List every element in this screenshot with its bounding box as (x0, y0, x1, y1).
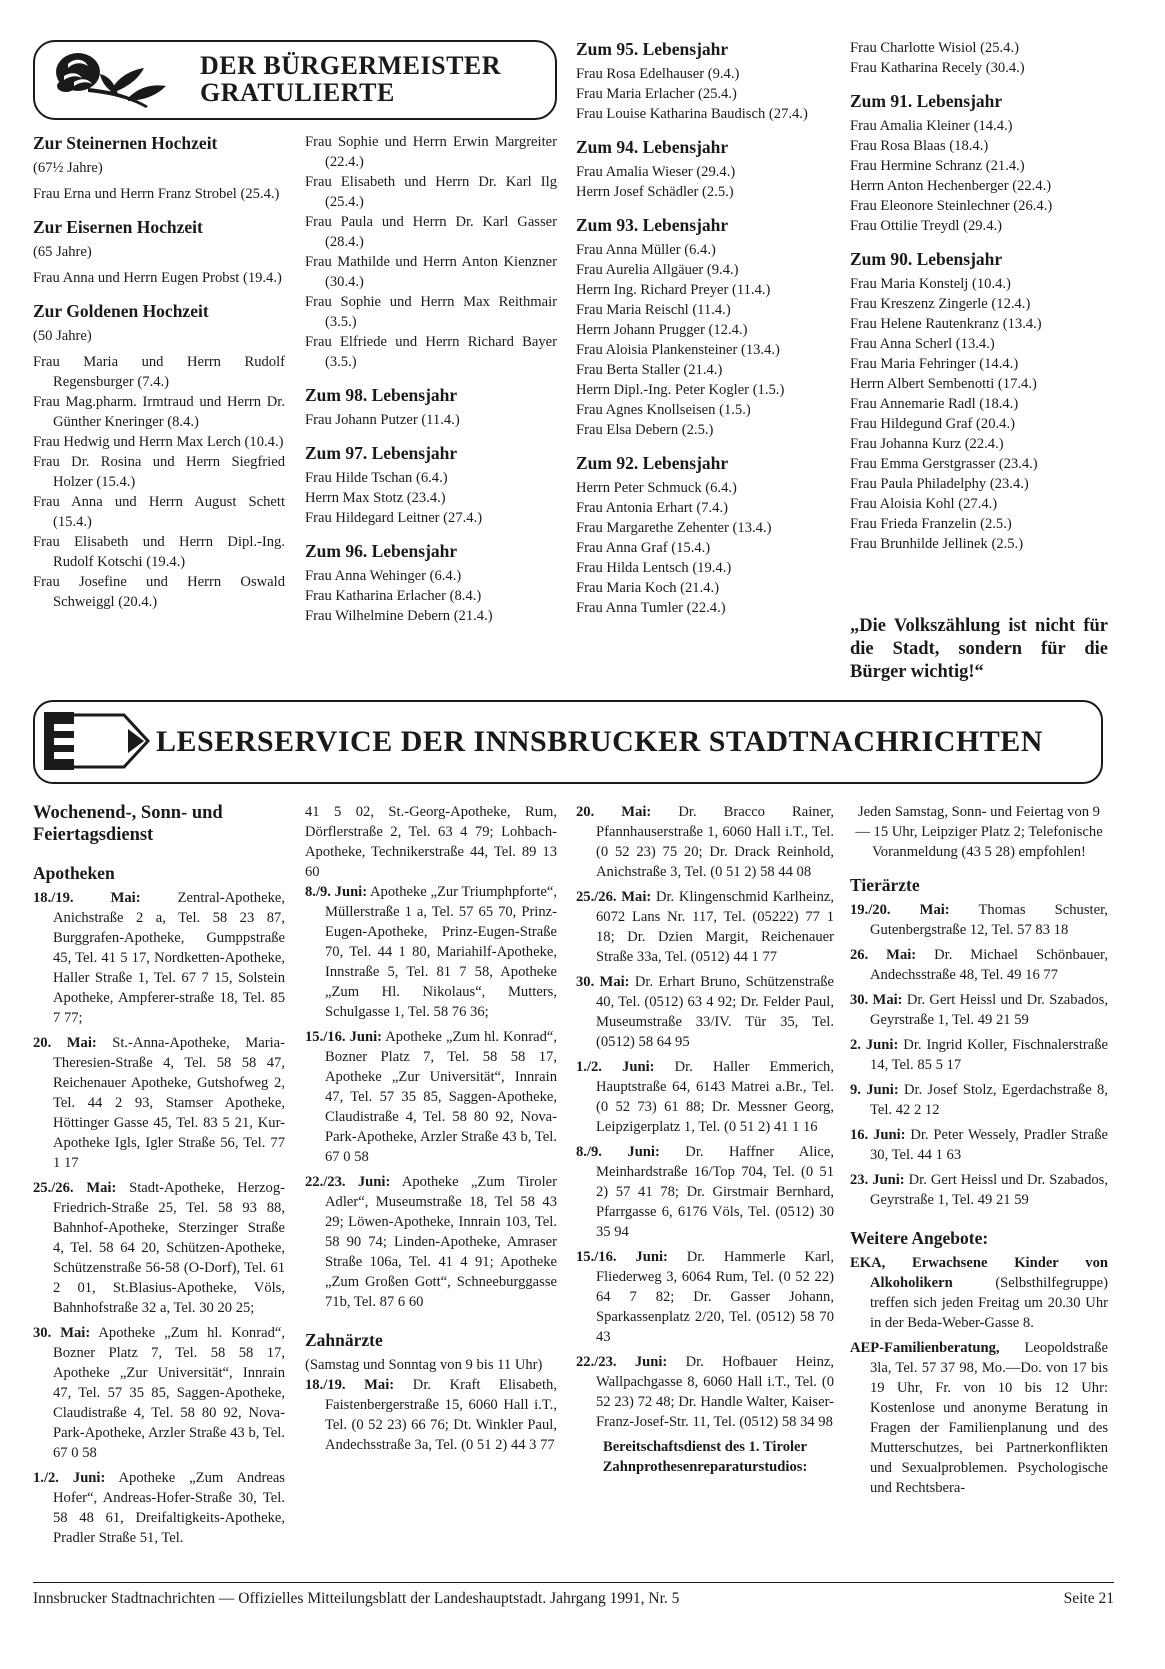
service-entry (850, 1125, 1108, 1165)
service-entry (576, 887, 834, 967)
spacer (305, 372, 557, 384)
section-heading: Zum 94. Lebensjahr (576, 137, 729, 157)
entry-date: AEP-Familienberatung, (850, 1340, 1000, 1356)
section-heading: Zum 96. Lebensjahr (305, 541, 458, 561)
page-number: Seite 21 (1063, 1590, 1114, 1607)
service-entry (850, 945, 1108, 985)
list-item: Frau Annemarie Radl (18.4.) (850, 396, 1019, 412)
entry-text: Apotheke „Zur Triumphpforte“, Müllerstraße 1 a, Tel. 57 65 70, Prinz-Eugen-Apotheke, Prinz-Eugen-Straße 70, Tel. 44 1 80, Mariahilf-Apotheke, Innstraße 5, Tel. 81 7 58, Apotheke „Zum Hl. Nikolaus“, Mutters, Schulgasse 1, Tel. 58 76 36; (325, 884, 557, 1020)
footer-rule (33, 1582, 1114, 1583)
entry-date: 26. Mai: (850, 947, 917, 963)
census-quote: „Die Volkszählung ist nicht für die Stadt, sondern für die Bürger wichtig!“ (850, 616, 1108, 682)
section-heading: Zum 97. Lebensjahr (305, 443, 458, 463)
section-heading: Wochenend-, Sonn- und Feiertagsdienst (33, 803, 223, 845)
service-column-3 (576, 802, 834, 1477)
list-item: Frau Louise Katharina Baudisch (27.4.) (576, 106, 808, 122)
section-heading: Zahnärzte (305, 1330, 383, 1350)
service-entry (850, 1080, 1108, 1120)
entry-text: Apotheke „Zum Tiroler Adler“, Museumstraße 18, Tel 58 43 29; Löwen-Apotheke, Innrain 103, Tel. 58 90 74; Linden-Apotheke, Amraser Straße 106a, Tel. 41 4 91; Apotheke „Zum Großen Gott“, Schneeburggasse 71b, Tel. 87 6 60 (325, 1174, 557, 1310)
service-entry (33, 1033, 285, 1173)
spacer (33, 204, 285, 216)
entry-date: 1./2. Juni: (33, 1470, 106, 1486)
list-item: Frau Hildegard Leitner (27.4.) (305, 510, 483, 526)
service-entry (33, 888, 285, 1028)
list-item: Frau Maria Erlacher (25.4.) (576, 86, 737, 102)
entry-date: 25./26. Mai: (33, 1180, 117, 1196)
spacer (33, 288, 285, 300)
list-item: Frau Eleonore Steinlechner (26.4.) (850, 198, 1053, 214)
entry-text: Dr. Ingrid Koller, Fischnalerstraße 14, Tel. 85 5 17 (870, 1037, 1109, 1073)
list-item: Frau Frieda Franzelin (2.5.) (850, 516, 1012, 532)
entry-text: Apotheke „Zum Andreas Hofer“, Andreas-Hofer-Straße 30, Tel. 58 48 61, Dreifaltigkeits-Apotheke, Pradler Straße 51, Tel. (53, 1470, 285, 1546)
list-item: Herrn Albert Sembenotti (17.4.) (850, 376, 1037, 392)
bgm-column-1 (33, 132, 285, 612)
service-entry (33, 1323, 285, 1463)
section-heading: Zum 98. Lebensjahr (305, 385, 458, 405)
section-heading: Tierärzte (850, 875, 920, 895)
service-entry (305, 1172, 557, 1312)
service-entry (33, 1178, 285, 1318)
list-item: Frau Rosa Blaas (18.4.) (850, 138, 989, 154)
list-item: Frau Kreszenz Zingerle (12.4.) (850, 296, 1031, 312)
entry-date: 22./23. Juni: (576, 1354, 668, 1370)
list-item: Frau Paula und Herrn Dr. Karl Gasser (28.4.) (305, 214, 557, 250)
bgm-column-4 (850, 38, 1108, 554)
section-heading: Zum 93. Lebensjahr (576, 215, 729, 235)
entry-text: Dr. Haffner Alice, Meinhardstraße 16/Top 704, Tel. (0 51 2) 57 41 78; Dr. Girstmair Bernhard, Pfarrgasse 6, 6176 Völs, Tel. (0512) 30 35 94 (596, 1144, 834, 1240)
list-item: Frau Rosa Edelhauser (9.4.) (576, 66, 740, 82)
list-item: Frau Agnes Knollseisen (1.5.) (576, 402, 751, 418)
entry-date: 22./23. Juni: (305, 1174, 391, 1190)
list-item: Herrn Peter Schmuck (6.4.) (576, 480, 737, 496)
entry-date: 16. Juni: (850, 1127, 906, 1143)
list-item: Frau Hedwig und Herrn Max Lerch (10.4.) (33, 434, 284, 450)
list-item: Herrn Ing. Richard Preyer (11.4.) (576, 282, 771, 298)
list-item: Frau Anna Scherl (13.4.) (850, 336, 995, 352)
list-item: Frau Sophie und Herrn Max Reithmair (3.5.) (305, 294, 557, 330)
list-item: Frau Anna Graf (15.4.) (576, 540, 711, 556)
section-heading: Zum 95. Lebensjahr (576, 39, 729, 59)
service-entry (576, 972, 834, 1052)
service-entry (576, 802, 834, 882)
footer-publication: Innsbrucker Stadtnachrichten — Offizielles Mitteilungsblatt der Landeshauptstadt. Jahrgang 1991, Nr. 5 (33, 1590, 680, 1607)
section-heading: Zur Goldenen Hochzeit (33, 301, 209, 321)
entry-date: 15./16. Juni: (305, 1029, 383, 1045)
entry-date: 20. Mai: (576, 804, 652, 820)
entry-text: Dr. Erhart Bruno, Schützenstraße 40, Tel. (0512) 63 4 92; Dr. Felder Paul, Museumstraße 33/IV. Tür 35, Tel. (0512) 58 64 95 (596, 974, 834, 1050)
service-entry (850, 1170, 1108, 1210)
list-item: Frau Maria Fehringer (14.4.) (850, 356, 1019, 372)
list-item: Frau Mag.pharm. Irmtraud und Herrn Dr. Günther Kneringer (8.4.) (33, 394, 285, 430)
bold-note: Bereitschaftsdienst des 1. Tiroler Zahnprothesenreparaturstudios: (602, 1439, 808, 1475)
list-item: Frau Hilde Tschan (6.4.) (305, 470, 448, 486)
entry-date: 15./16. Juni: (576, 1249, 668, 1265)
bgm-column-3 (576, 38, 834, 618)
list-item: Frau Elsa Debern (2.5.) (576, 422, 714, 438)
entry-date: 30. Mai: (33, 1325, 91, 1341)
list-item: Frau Berta Staller (21.4.) (576, 362, 723, 378)
service-entry (33, 1468, 285, 1548)
list-item: Frau Dr. Rosina und Herrn Siegfried Holzer (15.4.) (33, 454, 285, 490)
spacer (305, 1317, 557, 1329)
list-item: Frau Maria und Herrn Rudolf Regensburger (7.4.) (33, 354, 285, 390)
list-item: Frau Amalia Kleiner (14.4.) (850, 118, 1013, 134)
list-item: Frau Maria Koch (21.4.) (576, 580, 720, 596)
section-heading: Zum 90. Lebensjahr (850, 249, 1003, 269)
bgm-title-line1: DER BÜRGERMEISTER (200, 51, 502, 80)
entry-date: 19./20. Mai: (850, 902, 950, 918)
service-entry (850, 900, 1108, 940)
spacer (33, 850, 285, 862)
entry-date: 18./19. Mai: (305, 1377, 395, 1393)
entry-text: Dr. Kraft Elisabeth, Faistenbergerstraße 15, 6060 Hall i.T., Tel. (0 52 23) 66 76; Dt. Winkler Paul, Andechsstraße 3a, Tel. (0 51 2) 44 3 77 (325, 1377, 557, 1453)
paragraph: 41 5 02, St.-Georg-Apotheke, Rum, Dörflerstraße 2, Tel. 63 4 79; Lohbach-Apotheke, Technikerstraße 44, Tel. 89 13 60 (305, 804, 557, 880)
service-column-4 (850, 802, 1108, 1503)
spacer (305, 528, 557, 540)
entry-text: Dr. Hofbauer Heinz, Wallpachgasse 8, 6060 Hall i.T., Tel. (0 52 23) 72 48; Dr. Handle Walter, Kaiser-Franz-Josef-Str. 11, Tel. (0512) 58 34 98 (596, 1354, 834, 1430)
entry-date: 1./2. Juni: (576, 1059, 655, 1075)
section-subtitle: (50 Jahre) (33, 328, 92, 344)
list-item: Frau Erna und Herrn Franz Strobel (25.4.) (33, 186, 280, 202)
service-entry (850, 1035, 1108, 1075)
list-item: Frau Aloisia Kohl (27.4.) (850, 496, 998, 512)
list-item: Herrn Dipl.-Ing. Peter Kogler (1.5.) (576, 382, 785, 398)
service-entry (576, 1352, 834, 1432)
list-item: Frau Emma Gerstgrasser (23.4.) (850, 456, 1038, 472)
paragraph: (Samstag und Sonntag von 9 bis 11 Uhr) (305, 1357, 543, 1373)
entry-date: 20. Mai: (33, 1035, 97, 1051)
entry-text: St.-Anna-Apotheke, Maria-Theresien-Straße 4, Tel. 58 58 47, Reichenauer Apotheke, Gutshofweg 2, Tel. 44 2 93, Stamser Apotheke, Höttinger Gasse 45, Tel. 83 5 21, Kur-Apotheke Igls, Igler Straße 56, Tel. 77 1 17 (53, 1035, 285, 1171)
service-entry (305, 1375, 557, 1455)
list-item: Frau Antonia Erhart (7.4.) (576, 500, 728, 516)
entry-date: 30. Mai: (850, 992, 903, 1008)
entry-date: 25./26. Mai: (576, 889, 652, 905)
list-item: Frau Katharina Recely (30.4.) (850, 60, 1025, 76)
entry-date: 8./9. Juni: (576, 1144, 660, 1160)
entry-text: Dr. Michael Schönbauer, Andechsstraße 48, Tel. 49 16 77 (870, 947, 1108, 983)
service-entry (850, 1253, 1108, 1333)
entry-text: Dr. Peter Wessely, Pradler Straße 30, Tel. 44 1 63 (870, 1127, 1108, 1163)
service-column-2 (305, 802, 557, 1460)
service-entry (576, 1142, 834, 1242)
service-column-1 (33, 802, 285, 1553)
bgm-title-line2: GRATULIERTE (200, 78, 395, 107)
list-item: Frau Hildegund Graf (20.4.) (850, 416, 1015, 432)
paragraph: Jeden Samstag, Sonn- und Feiertag von 9 — 15 Uhr, Leipziger Platz 2; Telefonische Voranmeldung (43 5 28) empfohlen! (855, 804, 1103, 860)
section-heading: Zum 92. Lebensjahr (576, 453, 729, 473)
list-item: Frau Wilhelmine Debern (21.4.) (305, 608, 493, 624)
list-item: Frau Josefine und Herrn Oswald Schweiggl (20.4.) (33, 574, 285, 610)
spacer (305, 430, 557, 442)
entry-text: Stadt-Apotheke, Herzog-Friedrich-Straße 25, Tel. 58 93 88, Bahnhof-Apotheke, Sterzinger Straße 4, Tel. 58 64 20, Schützen-Apotheke, Schützenstraße 56-58 (O-Dorf), Tel. 61 2 01, St.Blasius-Apotheke, Völs, Bahnhofstraße 32 a, Tel. 30 20 25; (53, 1180, 285, 1316)
section-heading: Zum 91. Lebensjahr (850, 91, 1003, 111)
entry-text: Dr. Gert Heissl und Dr. Szabados, Geyrstraße 1, Tel. 49 21 59 (870, 1172, 1108, 1208)
entry-text: Dr. Bracco Rainer, Pfannhauserstraße 1, 6060 Hall i.T., Tel. (0 52 23) 75 20; Dr. Drack Reinhold, Anichstraße 3, Tel. (0 51 2) 58 44 08 (596, 804, 834, 880)
section-subtitle: (65 Jahre) (33, 244, 92, 260)
entry-date: 18./19. Mai: (33, 890, 141, 906)
entry-date: 30. Mai: (576, 974, 630, 990)
spacer (576, 124, 834, 136)
list-item: Frau Aurelia Allgäuer (9.4.) (576, 262, 739, 278)
arrow-logo-icon (44, 712, 154, 770)
list-item: Frau Maria Reischl (11.4.) (576, 302, 731, 318)
service-entry (850, 1338, 1108, 1498)
list-item: Frau Maria Konstelj (10.4.) (850, 276, 1011, 292)
entry-date: 9. Juni: (850, 1082, 899, 1098)
entry-text: Dr. Josef Stolz, Egerdachstraße 8, Tel. 42 2 12 (870, 1082, 1108, 1118)
entry-text: Thomas Schuster, Gutenbergstraße 12, Tel. 57 83 18 (870, 902, 1108, 938)
list-item: Frau Anna Müller (6.4.) (576, 242, 716, 258)
list-item: Frau Charlotte Wisiol (25.4.) (850, 40, 1019, 56)
list-item: Frau Johann Putzer (11.4.) (305, 412, 460, 428)
leserservice-title: LESERSERVICE DER INNSBRUCKER STADTNACHRICHTEN (156, 725, 1043, 758)
bgm-column-2 (305, 132, 557, 626)
section-heading: Zur Eisernen Hochzeit (33, 217, 203, 237)
entry-date: 23. Juni: (850, 1172, 905, 1188)
service-entry (305, 1027, 557, 1167)
list-item: Frau Helene Rautenkranz (13.4.) (850, 316, 1042, 332)
section-subtitle: (67½ Jahre) (33, 160, 103, 176)
spacer (850, 1215, 1108, 1227)
section-heading: Weitere Angebote: (850, 1228, 989, 1248)
list-item: Frau Johanna Kurz (22.4.) (850, 436, 1004, 452)
list-item: Frau Elisabeth und Herrn Dr. Karl Ilg (25.4.) (305, 174, 557, 210)
service-entry (576, 1247, 834, 1347)
service-entry (576, 1057, 834, 1137)
entry-text: Zentral-Apotheke, Anichstraße 2 a, Tel. 58 23 87, Burggrafen-Apotheke, Gumppstraße 45, Tel. 41 5 17, Nordketten-Apotheke, Haller Straße 1, Tel. 67 7 15, Solstein Apotheke, Ampferer-straße 18, Tel. 85 7 77; (53, 890, 285, 1026)
service-entry (850, 990, 1108, 1030)
spacer (850, 236, 1108, 248)
entry-text: (Selbsthilfegruppe) treffen sich jeden Freitag um 20.30 Uhr in der Beda-Weber-Gasse 8. (870, 1275, 1108, 1331)
entry-date: 2. Juni: (850, 1037, 899, 1053)
list-item: Herrn Max Stotz (23.4.) (305, 490, 446, 506)
list-item: Frau Anna Tumler (22.4.) (576, 600, 726, 616)
list-item: Frau Hilda Lentsch (19.4.) (576, 560, 732, 576)
entry-date: 8./9. Juni: (305, 884, 368, 900)
list-item: Frau Anna Wehinger (6.4.) (305, 568, 462, 584)
list-item: Frau Mathilde und Herrn Anton Kienzner (30.4.) (305, 254, 557, 290)
list-item: Frau Elisabeth und Herrn Dipl.-Ing. Rudolf Kotschi (19.4.) (33, 534, 285, 570)
list-item: Frau Aloisia Plankensteiner (13.4.) (576, 342, 780, 358)
section-heading: Apotheken (33, 863, 115, 883)
list-item: Frau Paula Philadelphy (23.4.) (850, 476, 1029, 492)
list-item: Frau Margarethe Zehenter (13.4.) (576, 520, 772, 536)
entry-text: Leopoldstraße 3la, Tel. 57 37 98, Mo.—Do. von 17 bis 19 Uhr, Fr. von 10 bis 12 Uhr: Kostenlose und anonyme Beratung in Fragen der Familienplanung und des Mutterschutzes, bei Partnerkonflikten und Sexualproblemen. Psychologische und Rechtsbera- (870, 1340, 1108, 1496)
section-heading: Zur Steinernen Hochzeit (33, 133, 218, 153)
spacer (576, 440, 834, 452)
list-item: Frau Ottilie Treydl (29.4.) (850, 218, 1003, 234)
list-item: Frau Katharina Erlacher (8.4.) (305, 588, 482, 604)
list-item: Frau Anna und Herrn Eugen Probst (19.4.) (33, 270, 282, 286)
spacer (850, 78, 1108, 90)
rose-icon (48, 46, 183, 110)
list-item: Frau Sophie und Herrn Erwin Margreiter (22.4.) (305, 134, 557, 170)
list-item: Frau Brunhilde Jellinek (2.5.) (850, 536, 1024, 552)
list-item: Herrn Josef Schädler (2.5.) (576, 184, 734, 200)
list-item: Frau Anna und Herrn August Schett (15.4.) (33, 494, 285, 530)
entry-text: Dr. Haller Emmerich, Hauptstraße 64, 6143 Matrei a.Br., Tel. (0 52 73) 61 88; Dr. Messner Georg, Leipzigerplatz 1, Tel. (0 51 2) 41 1 16 (596, 1059, 834, 1135)
list-item: Herrn Johann Prugger (12.4.) (576, 322, 748, 338)
spacer (576, 202, 834, 214)
list-item: Herrn Anton Hechenberger (22.4.) (850, 178, 1052, 194)
service-entry (305, 882, 557, 1022)
entry-text: Apotheke „Zum hl. Konrad“, Bozner Platz 7, Tel. 58 58 17, Apotheke „Zur Universität“, Innrain 47, Tel. 57 35 85, Saggen-Apotheke, Claudistraße 4, Tel. 58 80 92, Nova-Park-Apotheke, Arzler Straße 43 b, Tel. 67 0 58 (325, 1029, 557, 1165)
entry-text: Dr. Klingenschmid Karlheinz, 6072 Lans Nr. 117, Tel. (05222) 77 1 18; Dr. Dzien Margit, Reichenauer Straße 33a, Tel. (0512) 44 1 77 (596, 889, 834, 965)
entry-text: Dr. Gert Heissl und Dr. Szabados, Geyrstraße 1, Tel. 49 21 59 (870, 992, 1108, 1028)
entry-date: EKA, Erwachsene Kinder von Alkoholikern (850, 1255, 1108, 1291)
entry-text: Dr. Hammerle Karl, Fliederweg 3, 6064 Rum, Tel. (0 52 22) 64 7 82; Dr. Gasser Johann, Sparkassenplatz 2/20, Tel. (0512) 58 70 43 (596, 1249, 834, 1345)
list-item: Frau Amalia Wieser (29.4.) (576, 164, 736, 180)
list-item: Frau Hermine Schranz (21.4.) (850, 158, 1025, 174)
list-item: Frau Elfriede und Herrn Richard Bayer (3.5.) (305, 334, 557, 370)
entry-text: Apotheke „Zum hl. Konrad“, Bozner Platz 7, Tel. 58 58 17, Apotheke „Zur Universität“, Innrain 47, Tel. 57 35 85, Saggen-Apotheke, Claudistraße 4, Tel. 58 80 92, Nova-Park-Apotheke, Arzler Straße 43 b, Tel. 67 0 58 (53, 1325, 285, 1461)
page-footer (33, 1589, 1114, 1609)
spacer (850, 862, 1108, 874)
